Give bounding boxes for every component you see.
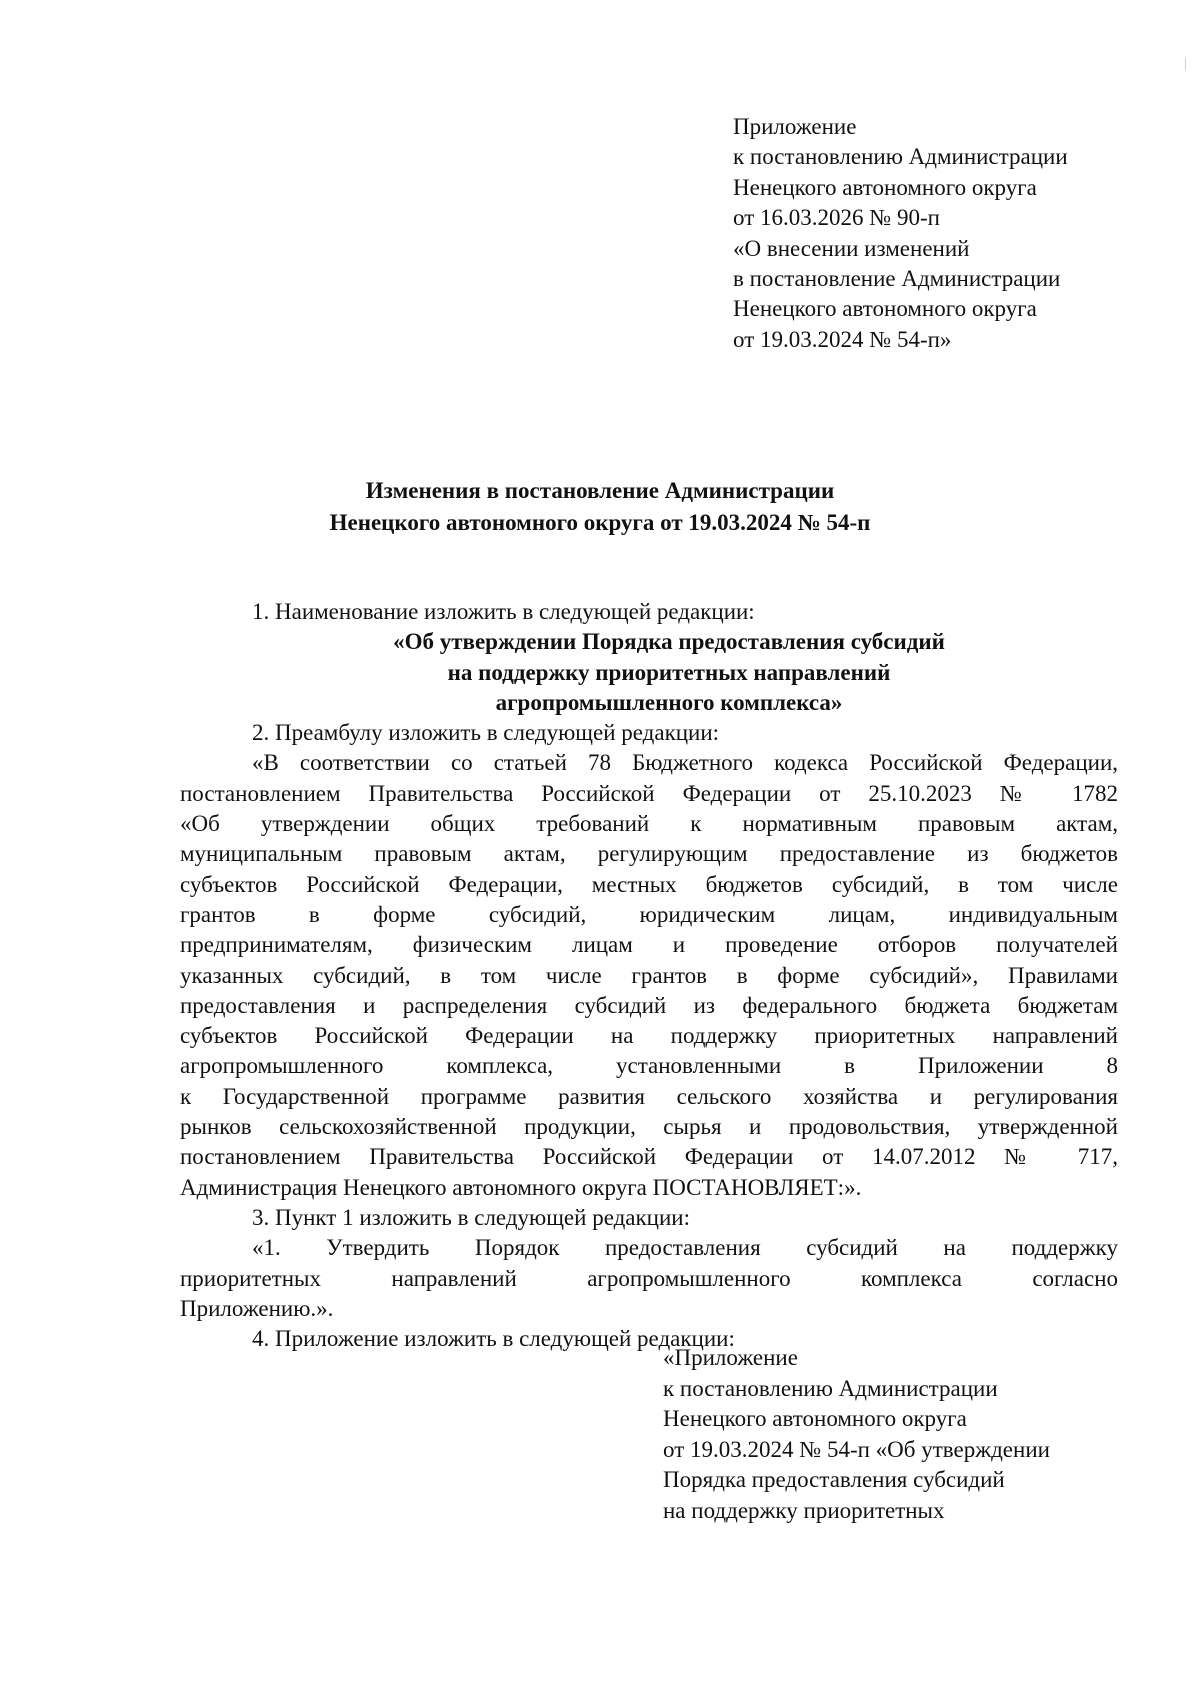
- item-3-text-line: «1. Утвердить Порядок предоставления субсидий на поддержку: [252, 1235, 1118, 1261]
- preamble-line: постановлением Правительства Российской Федерации от 14.07.2012 № 717,: [180, 1144, 1118, 1170]
- preamble-line: «В соответствии со статьей 78 Бюджетного кодекса Российской Федерации,: [252, 750, 1118, 776]
- approval-line: к постановлению Администрации: [733, 144, 1068, 170]
- approval-line: «О внесении изменений: [733, 235, 970, 261]
- item-1-new-name-line: агропромышленного комплекса»: [495, 689, 843, 715]
- item-3-text-line: приоритетных направлений агропромышленного комплекса согласно: [180, 1265, 1118, 1291]
- preamble-line: субъектов Российской Федерации, местных бюджетов субсидий, в том числе: [180, 871, 1118, 897]
- preamble-last-line: Администрация Ненецкого автономного округа ПОСТАНОВЛЯЕТ:».: [180, 1174, 862, 1200]
- document-body: [180, 597, 1118, 1354]
- preamble-line: грантов в форме субсидий, юридическим лицам, индивидуальным: [180, 901, 1118, 927]
- approval-line: в постановление Администрации: [733, 266, 1061, 292]
- approval-line: Ненецкого автономного округа: [733, 174, 1037, 200]
- preamble-line: постановлением Правительства Российской Федерации от 25.10.2023 № 1782: [180, 780, 1118, 806]
- nested-appendix-line: «Приложение: [663, 1345, 798, 1370]
- nested-appendix-line: Ненецкого автономного округа: [663, 1406, 967, 1432]
- preamble-line: к Государственной программе развития сельского хозяйства и регулирования: [180, 1083, 1118, 1109]
- title-line: Ненецкого автономного округа от 19.03.2024 № 54-п: [329, 510, 871, 535]
- scan-mark: [1185, 58, 1186, 70]
- item-4-intro: 4. Приложение изложить в следующей редакции:: [252, 1326, 735, 1352]
- preamble-line: указанных субсидий, в том числе грантов в форме субсидий», Правилами: [180, 962, 1118, 988]
- approval-stamp-block: [733, 112, 1068, 355]
- item-3-intro: 3. Пункт 1 изложить в следующей редакции:: [252, 1204, 690, 1230]
- preamble-line: рынков сельскохозяйственной продукции, сырья и продовольствия, утвержденной: [180, 1114, 1118, 1140]
- approval-line: Ненецкого автономного округа: [733, 296, 1037, 322]
- nested-appendix-line: на поддержку приоритетных: [663, 1497, 945, 1523]
- approval-line: Приложение: [733, 114, 857, 139]
- approval-line: от 16.03.2026 № 90-п: [733, 205, 940, 231]
- preamble-line: агропромышленного комплекса, установленными в Приложении 8: [180, 1053, 1118, 1079]
- nested-appendix-line: от 19.03.2024 № 54-п «Об утверждении: [663, 1436, 1050, 1462]
- item-1-new-name-line: «Об утверждении Порядка предоставления субсидий: [393, 629, 945, 655]
- document-title: [180, 475, 1020, 539]
- preamble-line: предоставления и распределения субсидий из федерального бюджета бюджетам: [180, 992, 1118, 1018]
- approval-line: от 19.03.2024 № 54-п»: [733, 326, 952, 352]
- item-1-intro: 1. Наименование изложить в следующей редакции:: [252, 599, 755, 624]
- preamble-line: муниципальным правовым актам, регулирующим предоставление из бюджетов: [180, 841, 1118, 867]
- item-1-new-name-line: на поддержку приоритетных направлений: [447, 659, 891, 685]
- nested-appendix-line: Порядка предоставления субсидий: [663, 1467, 1005, 1493]
- title-line: Изменения в постановление Администрации: [365, 478, 835, 503]
- nested-appendix-block: [663, 1343, 1050, 1527]
- preamble-line: предпринимателям, физическим лицам и проведение отборов получателей: [180, 932, 1118, 958]
- item-3-last-line: Приложению.».: [180, 1295, 334, 1321]
- item-2-intro: 2. Преамбулу изложить в следующей редакции:: [252, 720, 720, 746]
- preamble-line: субъектов Российской Федерации на поддержку приоритетных направлений: [180, 1023, 1118, 1049]
- preamble-line: «Об утверждении общих требований к нормативным правовым актам,: [180, 811, 1118, 837]
- nested-appendix-line: к постановлению Администрации: [663, 1375, 998, 1401]
